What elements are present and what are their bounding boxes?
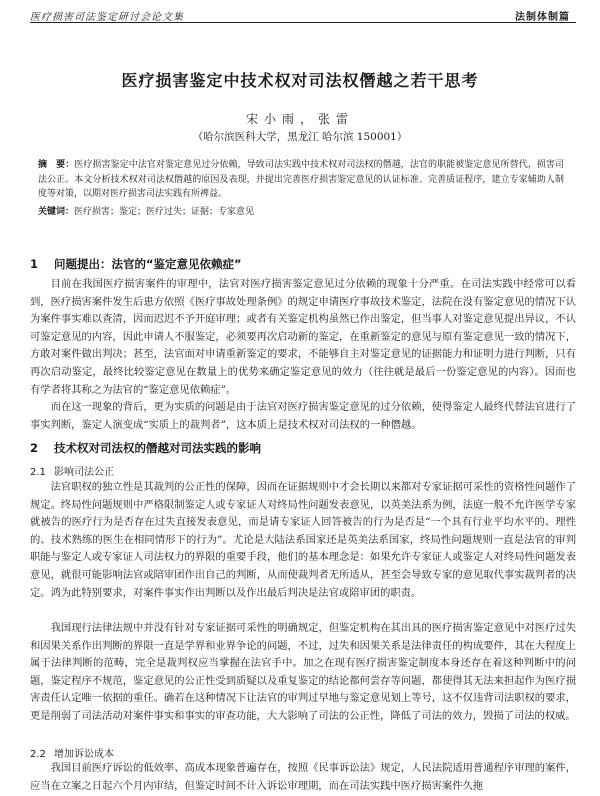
section-title: 技术权对司法权的僭越对司法实践的影响 (54, 441, 261, 455)
column-name: 法制体制篇 (515, 12, 570, 23)
subsection-heading-2-2 (30, 745, 576, 760)
section-number: 1 (30, 257, 39, 271)
keywords (38, 205, 564, 219)
body-paragraph: 法官职权的独立性是其裁判的公正性的保障，因而在证据规则中才会长期以来都对专家证据可采性的资格性问题作了规定。终局性问题规则中严格限制鉴定人或专家证人对终局性问题发表意见，以英美法系为例，法庭一般不允许医学专家就被告的医疗行为是否存在过失直接发表意见，而是请专家证人回答被告的行为是否是“一个具有行业平均水平的、理性的、技术熟练的医生在相同情形下的行为”。尤论是大陆法系国家还是英美法系国家，终局性问题规则一直是法官的审判职能与鉴定人或专家证人司法权力的界限的重要手段，他们的基本理念是：如果允许专家证人或鉴定人对终局性问题发表意见，就很可能影响法官或陪审团作出自己的判断，从而使裁判者无所适从，甚至会导致专家的意见取代事实裁判者的决定。鸿为此特别要求，对案件事实作出判断以及作出最后判决是法官或陪审团的职责。 (30, 481, 576, 599)
body-paragraph: 我国目前医疗诉讼的低效率、高成本现象普遍存在，按照《民事诉讼法》规定，人民法院适用普通程序审理的案件，应当在立案之日起六个月内审结，但鉴定时间不计入诉讼审理期，而在司法实践中医疗损害案件久拖 (30, 762, 576, 792)
running-header (30, 4, 576, 23)
abstract-text: 医疗损害鉴定中法官对鉴定意见过分依赖，导致司法实践中技术权对司法权的僭越，法官的职能被鉴定意见所替代，损害司法公正。本文分析技术权对司法权僭越的原因及表现，并提出完善医疗损害鉴定意见的认证标准、完善质证程序，建立专家辅助人制度等对策，以期对医疗损害司法实践有所裨益。 (38, 160, 564, 199)
subsection-number: 2.1 (30, 467, 46, 478)
subsection-title: 增加诉讼成本 (54, 749, 114, 760)
abstract (38, 158, 564, 202)
affiliation: （哈尔滨医科大学，黑龙江 哈尔滨 150001） (192, 131, 408, 143)
body-paragraph: 目前在我国医疗损害案件的审理中，法官对医疗损害鉴定意见过分依赖的现象十分严重。在司法实践中经常可以看到，医疗损害案件发生后患方依照《医疗事故处理条例》的规定申请医疗事故技术鉴定，法院在没有鉴定意见的情况下认为案件事实难以查清，因而迟迟不予开庭审理；或者有关鉴定机构虽然已作出鉴定，但当事人对鉴定意见提出异议，不认可鉴定意见的内容，因此申请人不服鉴定，必须要再次启动新的鉴定，在重新鉴定的意见与原有鉴定意见一致的情况下，方敢对案件做出判决；甚至，法官面对申请重新鉴定的要求，不能够自主对鉴定意见的证据能力和证明力进行判断，只有再次启动鉴定，最终比较鉴定意见在数量上的优势来确定鉴定意见的效力（往往就是最后一份鉴定意见的内容）。因而也有学者将其称之为法官的“鉴定意见依赖症”。 (30, 278, 576, 396)
abstract-label: 摘 要： (38, 160, 75, 170)
paper-title: 医疗损害鉴定中技术权对司法权僭越之若干思考 (121, 71, 479, 90)
body-paragraph: 而在这一现象的背后，更为实质的问题是由于法官对医疗损害鉴定意见的过分依赖，使得鉴定人最终代替法官进行了事实判断，鉴定人演变成“实质上的裁判者”，这本质上是技术权对司法权的一种僭越。 (30, 401, 576, 431)
section-title: 问题提出：法官的“鉴定意见依赖症” (54, 257, 242, 271)
body-paragraph: 我国现行法律法规中并没有针对专家证据可采性的明确规定，但鉴定机构在其出具的医疗损害鉴定意见中对医疗过失和因果关系作出判断的界限一直是学界和业界争论的问题，不过，过失和因果关系是法律责任的构成要件，其在大程度上属于法律判断的范畴，完全是裁判权应当掌握在法官手中。加之在现有医疗损害鉴定制度本身还存在着这种判断中的问题，鉴定程序不规范，鉴定意见的公正性受到质疑以及重复鉴定的结论都何尝存等问题，都使得其无法来担起作为医疗损害责任认定唯一依据的重任。确若在这种情况下让法官的审判过早地与鉴定意见划上等号，这不仅违背司法职权的要求，更是削弱了司法活动对案件事实和事实的审查功能，大大影响了司法的公正性，降低了司法的效力，毁损了司法的权威。 (30, 622, 576, 722)
keywords-text: 医疗损害；鉴定；医疗过失；证据；专家意见 (74, 207, 255, 217)
authors: 宋小雨，张雷 (245, 112, 354, 126)
journal-name: 医疗损害司法鉴定研讨会论文集 (30, 12, 184, 23)
subsection-title: 影响司法公正 (54, 467, 114, 478)
section-heading-1 (30, 256, 576, 272)
section-heading-2 (30, 440, 576, 456)
keywords-label: 关键词： (38, 207, 75, 217)
section-number: 2 (30, 441, 39, 455)
subsection-heading-2-1 (30, 463, 576, 478)
subsection-number: 2.2 (30, 749, 46, 760)
